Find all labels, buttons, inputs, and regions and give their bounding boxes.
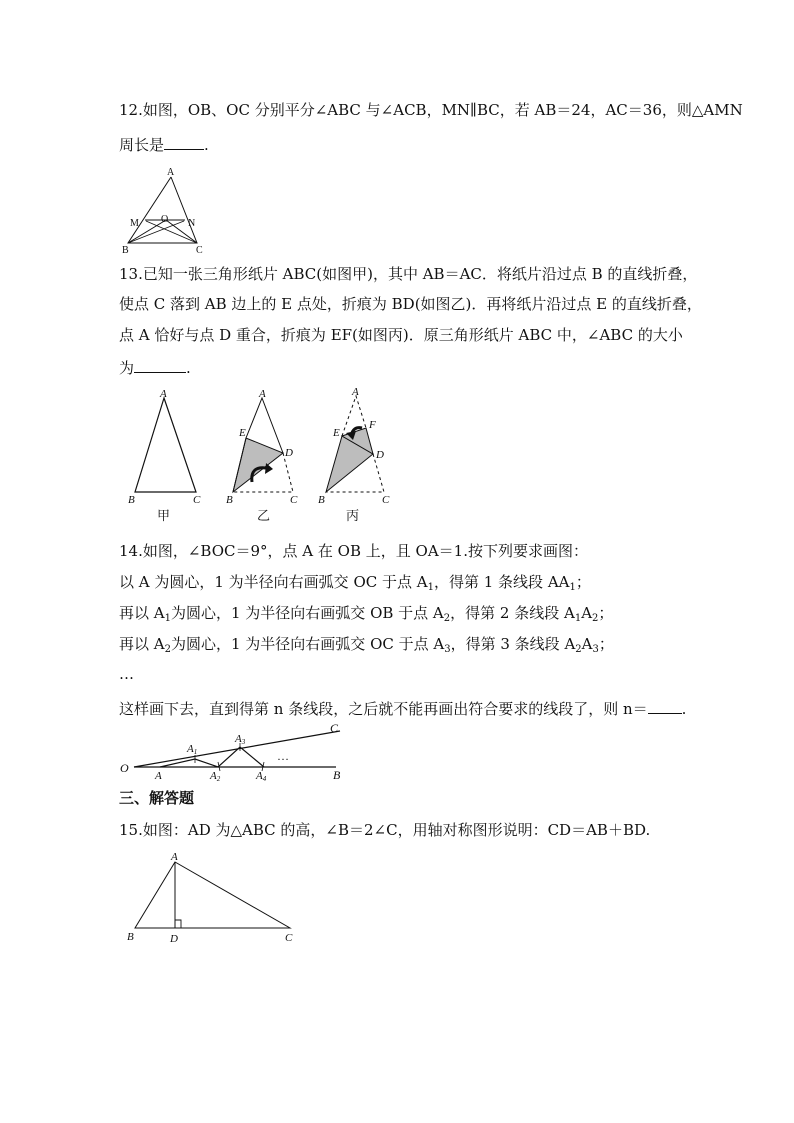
- q14-sub: 1: [427, 582, 434, 593]
- q14-sub: 2: [592, 613, 599, 624]
- figure-q14: [118, 720, 350, 784]
- q13-bing-label-e: E: [333, 427, 340, 439]
- q14-line3-b: 为圆心，1 为半径向右画弧交 OB 于点 A: [170, 604, 444, 622]
- q14-label-a4: A4: [256, 770, 267, 783]
- q13-bing-label-b: B: [318, 494, 325, 506]
- q15-label-a: A: [171, 851, 178, 863]
- figure-q15: [118, 848, 303, 948]
- q14-line5-text: 这样画下去，直到得第 n 条线段，之后就不能再画出符合要求的线段了，则 n＝: [119, 700, 648, 718]
- q13-fig-jia-triangle: [135, 398, 196, 492]
- q14-line3-e: ；: [598, 604, 614, 622]
- answer-blank-q12[interactable]: [164, 133, 204, 150]
- q14-line4-d: A: [581, 635, 593, 653]
- q13-line4: [119, 356, 191, 378]
- q15-label-b: B: [127, 931, 134, 943]
- q14-line1: 14.如图，∠BOC＝9°，点 A 在 OB 上，且 OA＝1.按下列要求画图：: [119, 542, 588, 560]
- q14-sub: 3: [592, 644, 599, 655]
- q13-caption-jia: 甲: [157, 508, 171, 523]
- figure-q12: [118, 165, 218, 257]
- q15-triangle: [135, 862, 290, 928]
- q14-label-a3: A3: [235, 733, 246, 746]
- q12-label-o: O: [161, 214, 169, 225]
- q13-bing-label-f: F: [369, 419, 376, 431]
- q15-label-d: D: [170, 933, 178, 945]
- q12-label-a: A: [167, 167, 175, 178]
- q13-yi-label-d: D: [285, 447, 293, 459]
- q13-jia-label-c: C: [193, 494, 201, 506]
- q13-line2: 使点 C 落到 AB 边上的 E 点处，折痕为 BD(如图乙)．再将纸片沿过点 E 的直线折叠，: [119, 295, 702, 313]
- q13-yi-label-a: A: [259, 388, 266, 400]
- q13-caption-bing: 丙: [346, 508, 360, 523]
- q14-line4: [119, 634, 614, 654]
- q14-label-b: B: [333, 768, 341, 782]
- q14-line4-e: ；: [598, 635, 614, 653]
- q13-jia-label-b: B: [128, 494, 135, 506]
- q14-ellipsis: …: [119, 665, 134, 683]
- q12-label-c: C: [196, 245, 203, 256]
- q14-line3-c: ，得第 2 条线段 A: [450, 604, 575, 622]
- section-heading: 三、解答题: [119, 789, 195, 807]
- q14-label-a: A: [155, 770, 162, 782]
- q13-bing-label-c: C: [382, 494, 390, 506]
- q12-triangle: [128, 177, 197, 243]
- q14-sub: 1: [574, 613, 582, 624]
- q14-sub: 2: [575, 644, 582, 655]
- q14-line4-b: 为圆心，1 为半径向右画弧交 OC 于点 A: [170, 635, 445, 653]
- q13-line4-end: .: [186, 359, 191, 377]
- q14-sub: 2: [443, 613, 451, 624]
- q14-label-o: O: [120, 761, 129, 775]
- q12-label-b: B: [122, 245, 129, 256]
- q13-yi-label-c: C: [290, 494, 298, 506]
- q12-line2-text: 周长是: [119, 136, 165, 154]
- q13-line1: 13.已知一张三角形纸片 ABC(如图甲)，其中 AB＝AC．将纸片沿过点 B 的直线折叠，: [119, 265, 698, 283]
- q15-right-angle: [175, 920, 181, 928]
- q14-label-c: C: [330, 721, 339, 735]
- q14-sub: 2: [164, 644, 171, 655]
- q14-line3-d: A: [581, 604, 593, 622]
- q15-line1: 15.如图：AD 为△ABC 的高，∠B＝2∠C，用轴对称图形说明：CD＝AB＋BD.: [119, 821, 651, 839]
- q13-line4-text: 为: [119, 359, 135, 377]
- q14-label-a1: A1: [187, 743, 198, 756]
- q14-line2-b: ，得第 1 条线段 AA: [433, 573, 570, 591]
- q13-caption-yi: 乙: [257, 508, 271, 523]
- q14-line2-c: ；: [575, 573, 591, 591]
- q14-line5: [119, 697, 686, 719]
- q14-line4-a: 再以 A: [119, 635, 165, 653]
- q14-line2-a: 以 A 为圆心，1 为半径向右画弧交 OC 于点 A: [119, 573, 428, 591]
- q14-line3-a: 再以 A: [119, 604, 165, 622]
- answer-blank-q14[interactable]: [648, 697, 682, 714]
- q13-jia-label-a: A: [160, 388, 167, 400]
- q14-line5-end: .: [681, 700, 687, 718]
- q12-line2-end: .: [204, 136, 209, 154]
- answer-blank-q13[interactable]: [134, 356, 186, 373]
- q14-segments: [160, 747, 264, 767]
- q12-label-n: N: [188, 218, 196, 229]
- q14-line2: [119, 572, 591, 592]
- q15-label-c: C: [285, 932, 293, 944]
- q12-label-m: M: [130, 218, 139, 229]
- q14-sub: 1: [569, 582, 576, 593]
- q13-bing-label-a: A: [352, 386, 359, 398]
- q14-sub: 1: [164, 613, 171, 624]
- q12-line1: 12.如图，OB、OC 分别平分∠ABC 与∠ACB，MN∥BC，若 AB＝24，AC＝36，则△AMN: [119, 101, 743, 119]
- q14-sub: 3: [444, 644, 451, 655]
- q13-yi-label-e: E: [239, 427, 246, 439]
- q13-bing-label-d: D: [376, 449, 384, 461]
- q13-yi-label-b: B: [226, 494, 233, 506]
- q14-line3: [119, 603, 613, 623]
- q12-line2: [119, 133, 209, 155]
- q14-label-a2: A2: [210, 770, 221, 783]
- figure-q13: [120, 386, 410, 526]
- q14-line4-c: ，得第 3 条线段 A: [450, 635, 576, 653]
- q14-label-dots: …: [277, 749, 289, 763]
- q13-line3: 点 A 恰好与点 D 重合，折痕为 EF(如图丙)．原三角形纸片 ABC 中，∠ABC 的大小: [119, 326, 683, 344]
